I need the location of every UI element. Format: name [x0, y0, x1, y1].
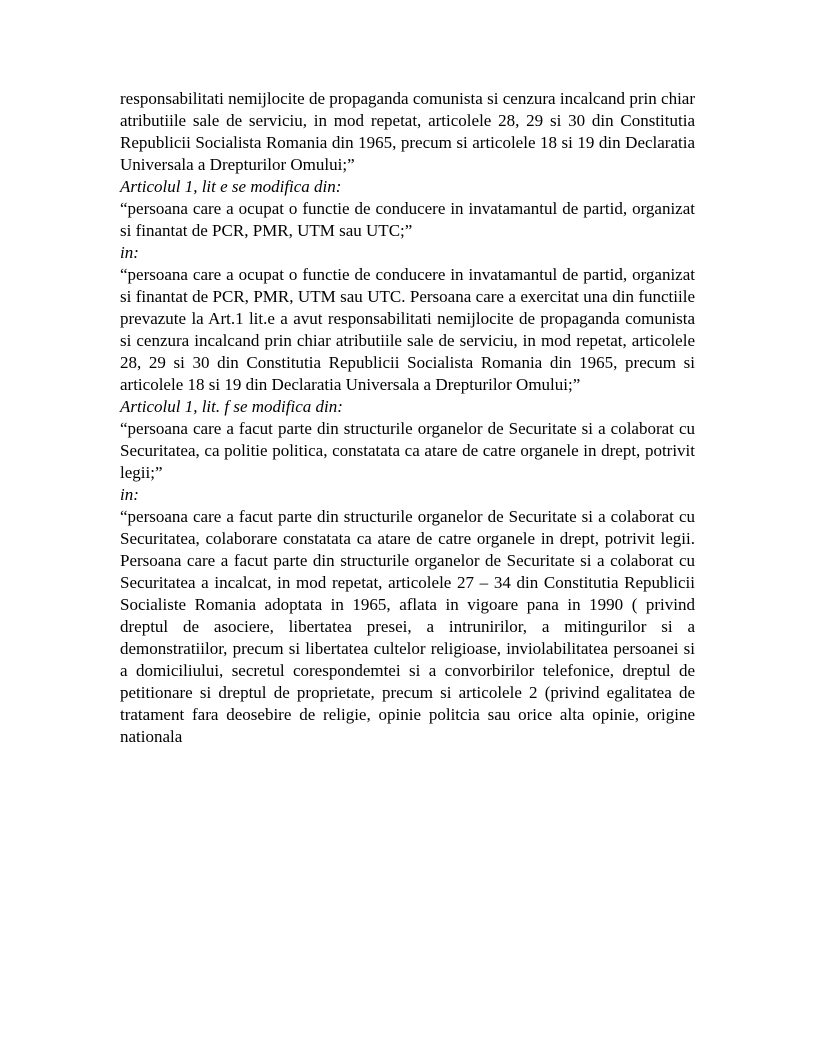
- text-column: [120, 88, 695, 748]
- paragraph-continuation: responsabilitati nemijlocite de propaganda comunista si cenzura incalcand prin chiar atributiile sale de serviciu, in mod repetat, articolele 28, 29 si 30 din Constitutia Republicii Socialista Romania din 1965, precum si articolele 18 si 19 din Declaratia Universala a Drepturilor Omului;”: [120, 89, 695, 174]
- in-marker: in:: [120, 485, 139, 504]
- section-heading-lit-f: Articolul 1, lit. f se modifica din:: [120, 397, 343, 416]
- section-heading-lit-e: Articolul 1, lit e se modifica din:: [120, 177, 342, 196]
- quoted-paragraph-lit-f-old: “persoana care a facut parte din structurile organelor de Securitate si a colaborat cu Securitatea, ca politie politica, constatata ca atare de catre organele in drept, potrivit legii;”: [120, 419, 695, 482]
- quoted-paragraph-lit-e-new: “persoana care a ocupat o functie de conducere in invatamantul de partid, organizat si finantat de PCR, PMR, UTM sau UTC. Persoana care a exercitat una din functiile prevazute la Art.1 lit.e a avut responsabilitati nemijlocite de propaganda comunista si cenzura incalcand prin chiar atributiile sale de serviciu, in mod repetat, articolele 28, 29 si 30 din Constitutia Republicii Socialista Romania din 1965, precum si articolele 18 si 19 din Declaratia Universala a Drepturilor Omului;”: [120, 265, 695, 394]
- quoted-paragraph-lit-e-old: “persoana care a ocupat o functie de conducere in invatamantul de partid, organizat si finantat de PCR, PMR, UTM sau UTC;”: [120, 199, 695, 240]
- in-marker: in:: [120, 243, 139, 262]
- quoted-paragraph-lit-f-new: “persoana care a facut parte din structurile organelor de Securitate si a colaborat cu Securitatea, colaborare constatata ca atare de catre organele in drept, potrivit legii. Persoana care a facut parte din structurile organelor de Securitate si a colaborat cu Securitatea a incalcat, in mod repetat, articolele 27 – 34 din Constitutia Republicii Socialiste Romania adoptata in 1965, aflata in vigoare pana in 1990 ( privind dreptul de asociere, libertatea presei, a intrunirilor, a mitingurilor si a demonstratiilor, precum si libertatea cultelor religioase, inviolabilitatea persoanei si a domiciliului, secretul corespondemtei si a convorbirilor telefonice, dreptul de petitionare si dreptul de proprietate, precum si articolele 2 (privind egalitatea de tratament fara deosebire de religie, opinie politcia sau orice alta opinie, origine nationala: [120, 507, 695, 746]
